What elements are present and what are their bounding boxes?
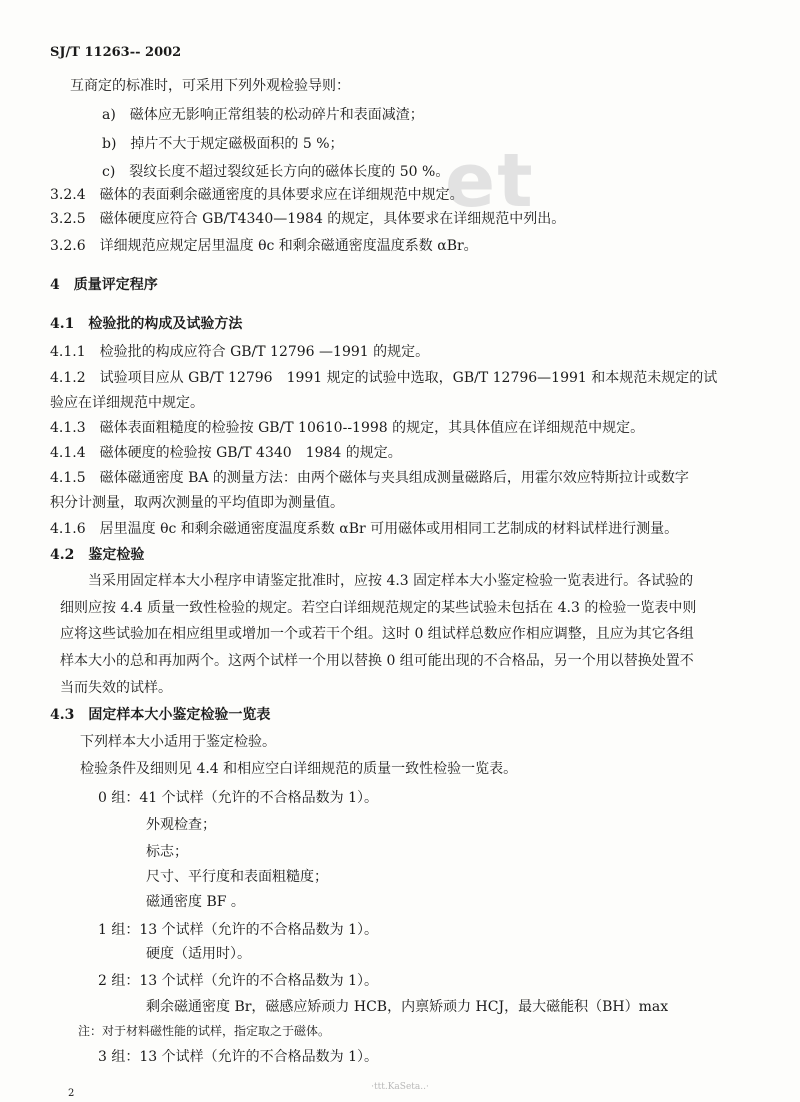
clause-4-1-5-cont: 积分计测量，取两次测量的平均值即为测量值。 [50, 495, 344, 511]
text-line: 互商定的标准时，可采用下列外观检验导则： [70, 78, 350, 94]
section-4-heading: 4 质量评定程序 [50, 277, 158, 293]
clause-4-1-3: 4.1.3 磁体表面粗糙度的检验按 GB/T 10610--1998 的规定，其具体值应在详细规范中规定。 [50, 420, 645, 436]
clause-4-1-1: 4.1.1 检验批的构成应符合 GB/T 12796 —1991 的规定。 [50, 344, 430, 360]
footer-mark: ·ttt.KaSeta..· [371, 1082, 429, 1092]
standard-number: SJ/T 11263-- 2002 [50, 45, 182, 60]
group-2: 2 组：13 个试样（允许的不合格品数为 1）。 [98, 973, 378, 989]
text-line: 检验条件及细则见 4.4 和相应空白详细规范的质量一致性检验一览表。 [80, 761, 518, 777]
clause-4-1-5: 4.1.5 磁体磁通密度 BA 的测量方法：由两个磁体与夹具组成测量磁路后，用霍尔效应特斯拉计或数字 [50, 470, 689, 486]
clause-4-1-2-cont: 验应在详细规范中规定。 [50, 395, 204, 411]
clause-3-2-5: 3.2.5 磁体硬度应符合 GB/T4340—1984 的规定，具体要求在详细规范中列出。 [50, 211, 566, 227]
group-2-item: 剩余磁通密度 Br，磁感应矫顽力 HCB，内禀矫顽力 HCJ，最大磁能积（BH）max [146, 999, 669, 1015]
text-line: 下列样本大小适用于鉴定检验。 [80, 734, 276, 750]
group-0-item: 标志； [146, 844, 188, 860]
clause-3-2-6: 3.2.6 详细规范应规定居里温度 θc 和剩余磁通密度温度系数 αBr。 [50, 238, 478, 254]
list-item-a: a) 磁体应无影响正常组装的松动碎片和表面减渣； [102, 107, 424, 123]
list-item-c: c) 裂纹长度不超过裂纹延长方向的磁体长度的 50 %。 [102, 164, 450, 180]
clause-4-1-4: 4.1.4 磁体硬度的检验按 GB/T 4340 1984 的规定。 [50, 445, 402, 461]
group-1: 1 组：13 个试样（允许的不合格品数为 1）。 [98, 922, 378, 938]
paragraph-line: 应将这些试验加在相应组里或增加一个或若干个组。这时 0 组试样总数应作相应调整，且应为其它各组 [60, 626, 694, 642]
section-4-3-heading: 4.3 固定样本大小鉴定检验一览表 [50, 707, 271, 723]
paragraph-line: 当采用固定样本大小程序申请鉴定批准时，应按 4.3 固定样本大小鉴定检验一览表进行。各试验的 [88, 573, 694, 589]
section-4-1-heading: 4.1 检验批的构成及试验方法 [50, 316, 243, 332]
list-item-b: b) 掉片不大于规定磁极面积的 5 %； [102, 136, 344, 152]
group-1-item: 硬度（适用时）。 [146, 946, 251, 962]
clause-4-1-2: 4.1.2 试验项目应从 GB/T 12796 1991 规定的试验中选取，GB/T 12796—1991 和本规范未规定的试 [50, 370, 718, 386]
group-0-item: 尺寸、平行度和表面粗糙度； [146, 869, 328, 885]
section-4-2-heading: 4.2 鉴定检验 [50, 547, 145, 563]
clause-3-2-4: 3.2.4 磁体的表面剩余磁通密度的具体要求应在详细规范中规定。 [50, 187, 464, 203]
clause-4-1-6: 4.1.6 居里温度 θc 和剩余磁通密度温度系数 αBr 可用磁体或用相同工艺制成的材料试样进行测量。 [50, 521, 679, 537]
paragraph-line: 当而失效的试样。 [60, 680, 172, 696]
group-0-item: 磁通密度 BF 。 [146, 894, 245, 910]
group-0: 0 组：41 个试样（允许的不合格品数为 1）。 [98, 790, 378, 806]
group-0-item: 外观检查； [146, 817, 216, 833]
page-number: 2 [68, 1088, 75, 1099]
paragraph-line: 细则应按 4.4 质量一致性检验的规定。若空白详细规范规定的某些试验未包括在 4.3 的检验一览表中则 [60, 600, 697, 616]
note: 注：对于材料磁性能的试样，指定取之于磁体。 [78, 1024, 331, 1038]
watermark: et [445, 138, 535, 224]
paragraph-line: 样本大小的总和再加两个。这两个试样一个用以替换 0 组可能出现的不合格品，另一个用以替换处置不 [60, 653, 694, 669]
group-3: 3 组：13 个试样（允许的不合格品数为 1）。 [98, 1049, 378, 1065]
